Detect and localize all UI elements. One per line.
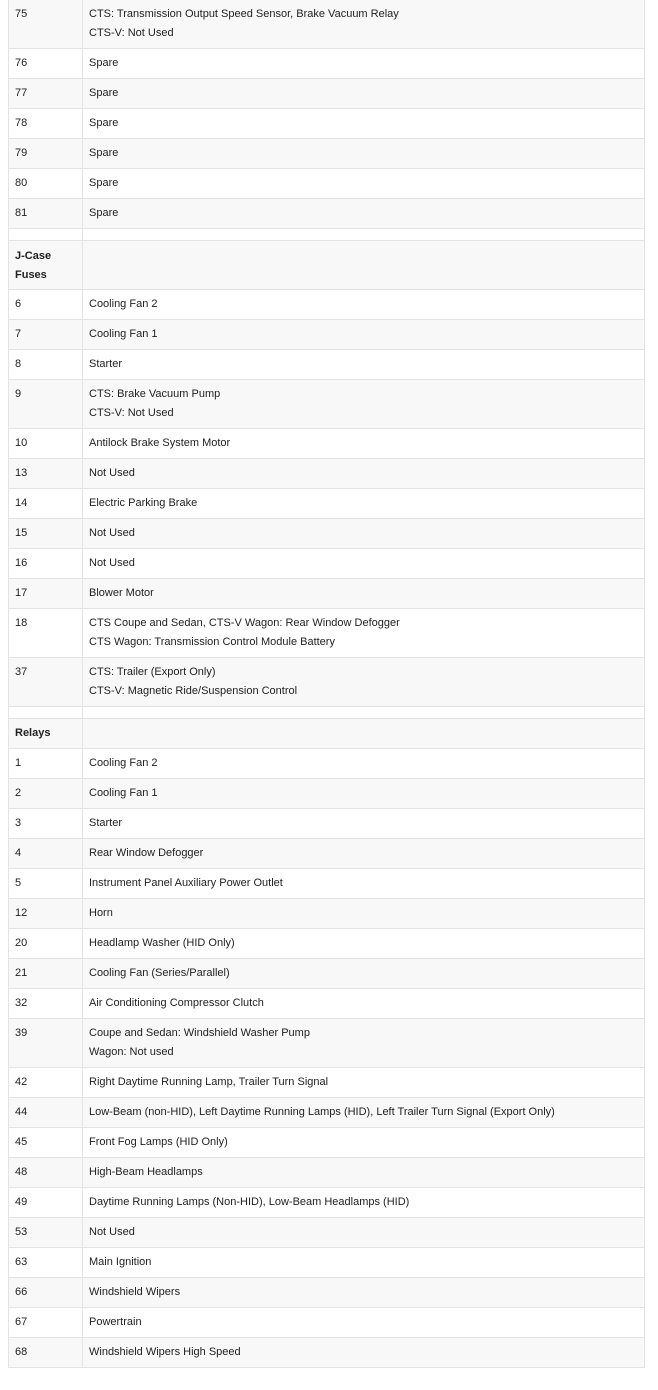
table-row: [9, 658, 645, 707]
section-header-cell: [9, 241, 83, 290]
fuse-number-cell: [9, 1218, 83, 1248]
usage-cell: [83, 1278, 645, 1308]
usage-text: Right Daytime Running Lamp, Trailer Turn Signal: [89, 1076, 329, 1088]
table-row: [9, 169, 645, 199]
table-row: [9, 459, 645, 489]
usage-text: Daytime Running Lamps (Non-HID), Low-Beam Headlamps (HID): [89, 1196, 410, 1208]
usage-text: Instrument Panel Auxiliary Power Outlet: [89, 877, 283, 889]
usage-text: Headlamp Washer (HID Only): [89, 937, 235, 949]
table-row: [9, 579, 645, 609]
fuse-number-cell: [9, 109, 83, 139]
fuse-number-cell: [9, 1158, 83, 1188]
usage-cell: [83, 380, 645, 429]
usage-cell: [83, 609, 645, 658]
table-row: [9, 109, 645, 139]
usage-text: Not Used: [89, 557, 135, 569]
fuse-number: 10: [15, 437, 28, 449]
fuse-number-cell: [9, 549, 83, 579]
usage-cell: [83, 519, 645, 549]
table-row: [9, 839, 645, 869]
fuse-number: 5: [15, 877, 22, 889]
spacer-row: [9, 229, 645, 241]
usage-text: Not Used: [89, 467, 135, 479]
usage-text: Cooling Fan (Series/Parallel): [89, 967, 230, 979]
usage-cell: [83, 49, 645, 79]
fuse-number: 4: [15, 847, 22, 859]
fuse-number-cell: [9, 290, 83, 320]
fuse-number: 67: [15, 1316, 28, 1328]
table-row: [9, 1248, 645, 1278]
table-row: [9, 1128, 645, 1158]
usage-cell: [83, 1338, 645, 1368]
table-row: [9, 1068, 645, 1098]
usage-text: Spare: [89, 207, 119, 219]
table-row: [9, 1019, 645, 1068]
usage-text: Not Used: [89, 1226, 135, 1238]
usage-cell: [83, 0, 645, 49]
usage-text: Starter: [89, 817, 123, 829]
table-row: [9, 290, 645, 320]
fuse-number-cell: [9, 1068, 83, 1098]
section-header-empty-cell: [83, 719, 645, 749]
fuse-number-cell: [9, 779, 83, 809]
fuse-number-cell: [9, 519, 83, 549]
usage-cell: [83, 1019, 645, 1068]
usage-cell: [83, 1098, 645, 1128]
fuse-number: 9: [15, 388, 22, 400]
usage-text: Not Used: [89, 527, 135, 539]
fuse-number: 1: [15, 757, 22, 769]
usage-text: Spare: [89, 57, 119, 69]
usage-cell: [83, 869, 645, 899]
fuse-number-cell: [9, 199, 83, 229]
table-row: [9, 1098, 645, 1128]
usage-text: Main Ignition: [89, 1256, 152, 1268]
usage-cell: [83, 429, 645, 459]
section-label: J-Case Fuses: [15, 250, 52, 281]
usage-text: Cooling Fan 2: [89, 757, 158, 769]
spacer-cell: [83, 707, 645, 719]
usage-cell: [83, 79, 645, 109]
fuse-number: 15: [15, 527, 28, 539]
usage-cell: [83, 989, 645, 1019]
spacer-cell: [9, 229, 83, 241]
fuse-number: 37: [15, 666, 28, 678]
fuse-number: 8: [15, 358, 22, 370]
usage-text: Horn: [89, 907, 113, 919]
fuse-number-cell: [9, 839, 83, 869]
usage-text: Powertrain: [89, 1316, 142, 1328]
usage-cell: [83, 1068, 645, 1098]
usage-cell: [83, 320, 645, 350]
usage-text: Cooling Fan 1: [89, 328, 158, 340]
fuse-number: 16: [15, 557, 28, 569]
fuse-number-cell: [9, 1278, 83, 1308]
usage-cell: [83, 839, 645, 869]
usage-cell: [83, 459, 645, 489]
usage-cell: [83, 929, 645, 959]
fuse-number: 12: [15, 907, 28, 919]
usage-text: Coupe and Sedan: Windshield Washer Pump: [89, 1027, 310, 1039]
table-row: [9, 49, 645, 79]
fuse-number: 13: [15, 467, 28, 479]
usage-text: CTS-V: Not Used: [89, 27, 174, 39]
section-label: Relays: [15, 727, 51, 739]
fuse-number: 2: [15, 787, 22, 799]
usage-text: Air Conditioning Compressor Clutch: [89, 997, 264, 1009]
fuse-number: 78: [15, 117, 28, 129]
usage-cell: [83, 809, 645, 839]
fuse-number-cell: [9, 79, 83, 109]
usage-cell: [83, 199, 645, 229]
usage-text: CTS: Transmission Output Speed Sensor, Brake Vacuum Relay: [89, 8, 399, 20]
fuse-number-cell: [9, 1019, 83, 1068]
fuse-relay-table: [8, 0, 645, 1368]
usage-cell: [83, 1218, 645, 1248]
fuse-number-cell: [9, 429, 83, 459]
fuse-number-cell: [9, 139, 83, 169]
table-row: [9, 809, 645, 839]
fuse-number-cell: [9, 809, 83, 839]
table-row: [9, 899, 645, 929]
usage-cell: [83, 959, 645, 989]
usage-text: Front Fog Lamps (HID Only): [89, 1136, 228, 1148]
table-row: [9, 0, 645, 49]
spacer-cell: [83, 229, 645, 241]
section-header-cell: [9, 719, 83, 749]
table-row: [9, 1158, 645, 1188]
usage-text: Spare: [89, 147, 119, 159]
usage-text: Spare: [89, 117, 119, 129]
fuse-number-cell: [9, 380, 83, 429]
fuse-number: 45: [15, 1136, 28, 1148]
fuse-number: 63: [15, 1256, 28, 1268]
table-row: [9, 1338, 645, 1368]
table-row: [9, 779, 645, 809]
table-row: [9, 350, 645, 380]
fuse-number: 81: [15, 207, 28, 219]
usage-text: Windshield Wipers High Speed: [89, 1346, 241, 1358]
table-row: [9, 429, 645, 459]
table-row: [9, 1218, 645, 1248]
spacer-cell: [9, 707, 83, 719]
fuse-number: 75: [15, 8, 28, 20]
usage-text: CTS-V: Magnetic Ride/Suspension Control: [89, 685, 298, 697]
usage-text: High-Beam Headlamps: [89, 1166, 203, 1178]
fuse-number-cell: [9, 459, 83, 489]
usage-cell: [83, 350, 645, 380]
fuse-number-cell: [9, 169, 83, 199]
table-row: [9, 929, 645, 959]
fuse-number: 53: [15, 1226, 28, 1238]
fuse-number: 21: [15, 967, 28, 979]
usage-text: Spare: [89, 177, 119, 189]
table-row: [9, 959, 645, 989]
table-row: [9, 549, 645, 579]
usage-text: Electric Parking Brake: [89, 497, 198, 509]
fuse-number-cell: [9, 49, 83, 79]
fuse-number-cell: [9, 1308, 83, 1338]
fuse-number: 68: [15, 1346, 28, 1358]
fuse-number: 66: [15, 1286, 28, 1298]
usage-cell: [83, 579, 645, 609]
table-row: [9, 380, 645, 429]
fuse-number-cell: [9, 1188, 83, 1218]
section-header-row: [9, 241, 645, 290]
fuse-number: 20: [15, 937, 28, 949]
usage-cell: [83, 899, 645, 929]
fuse-number: 49: [15, 1196, 28, 1208]
fuse-number: 44: [15, 1106, 28, 1118]
usage-text: Wagon: Not used: [89, 1046, 174, 1058]
usage-text: CTS-V: Not Used: [89, 407, 174, 419]
fuse-number: 6: [15, 298, 22, 310]
fuse-number: 77: [15, 87, 28, 99]
usage-cell: [83, 549, 645, 579]
table-row: [9, 139, 645, 169]
usage-cell: [83, 290, 645, 320]
usage-cell: [83, 139, 645, 169]
table-row: [9, 320, 645, 350]
fuse-number: 18: [15, 617, 28, 629]
table-row: [9, 1188, 645, 1218]
usage-cell: [83, 779, 645, 809]
fuse-number: 17: [15, 587, 28, 599]
table-row: [9, 989, 645, 1019]
fuse-number: 79: [15, 147, 28, 159]
table-row: [9, 609, 645, 658]
table-body: [9, 0, 645, 1368]
usage-cell: [83, 749, 645, 779]
fuse-number-cell: [9, 0, 83, 49]
table-row: [9, 1308, 645, 1338]
usage-text: Antilock Brake System Motor: [89, 437, 231, 449]
fuse-number: 14: [15, 497, 28, 509]
usage-cell: [83, 1188, 645, 1218]
fuse-number-cell: [9, 959, 83, 989]
table-row: [9, 199, 645, 229]
usage-cell: [83, 1308, 645, 1338]
table-row: [9, 1278, 645, 1308]
usage-cell: [83, 658, 645, 707]
fuse-number: 48: [15, 1166, 28, 1178]
table-row: [9, 749, 645, 779]
fuse-number-cell: [9, 1128, 83, 1158]
table-row: [9, 869, 645, 899]
usage-text: Low-Beam (non-HID), Left Daytime Running Lamps (HID), Left Trailer Turn Signal (Export Only): [89, 1106, 555, 1118]
fuse-number-cell: [9, 489, 83, 519]
table-row: [9, 519, 645, 549]
fuse-number: 42: [15, 1076, 28, 1088]
fuse-number: 32: [15, 997, 28, 1009]
usage-text: Cooling Fan 1: [89, 787, 158, 799]
fuse-table-container: [8, 0, 644, 1368]
usage-text: CTS: Brake Vacuum Pump: [89, 388, 221, 400]
usage-text: CTS: Trailer (Export Only): [89, 666, 216, 678]
table-row: [9, 489, 645, 519]
section-header-row: [9, 719, 645, 749]
usage-cell: [83, 109, 645, 139]
fuse-number-cell: [9, 1248, 83, 1278]
fuse-number-cell: [9, 869, 83, 899]
usage-cell: [83, 169, 645, 199]
fuse-number-cell: [9, 350, 83, 380]
usage-text: Spare: [89, 87, 119, 99]
fuse-number: 76: [15, 57, 28, 69]
usage-text: CTS Wagon: Transmission Control Module Battery: [89, 636, 335, 648]
fuse-number-cell: [9, 579, 83, 609]
fuse-number-cell: [9, 320, 83, 350]
fuse-number-cell: [9, 1338, 83, 1368]
usage-text: CTS Coupe and Sedan, CTS-V Wagon: Rear Window Defogger: [89, 617, 400, 629]
fuse-number-cell: [9, 899, 83, 929]
usage-text: Rear Window Defogger: [89, 847, 204, 859]
spacer-row: [9, 707, 645, 719]
usage-cell: [83, 489, 645, 519]
table-row: [9, 79, 645, 109]
usage-text: Starter: [89, 358, 123, 370]
usage-text: Windshield Wipers: [89, 1286, 181, 1298]
fuse-number: 3: [15, 817, 22, 829]
fuse-number-cell: [9, 609, 83, 658]
fuse-number-cell: [9, 658, 83, 707]
usage-cell: [83, 1248, 645, 1278]
fuse-number-cell: [9, 1098, 83, 1128]
fuse-number-cell: [9, 749, 83, 779]
section-header-empty-cell: [83, 241, 645, 290]
usage-cell: [83, 1158, 645, 1188]
fuse-number-cell: [9, 929, 83, 959]
fuse-number: 7: [15, 328, 22, 340]
fuse-number: 80: [15, 177, 28, 189]
usage-text: Blower Motor: [89, 587, 154, 599]
fuse-number: 39: [15, 1027, 28, 1039]
fuse-number-cell: [9, 989, 83, 1019]
usage-text: Cooling Fan 2: [89, 298, 158, 310]
usage-cell: [83, 1128, 645, 1158]
